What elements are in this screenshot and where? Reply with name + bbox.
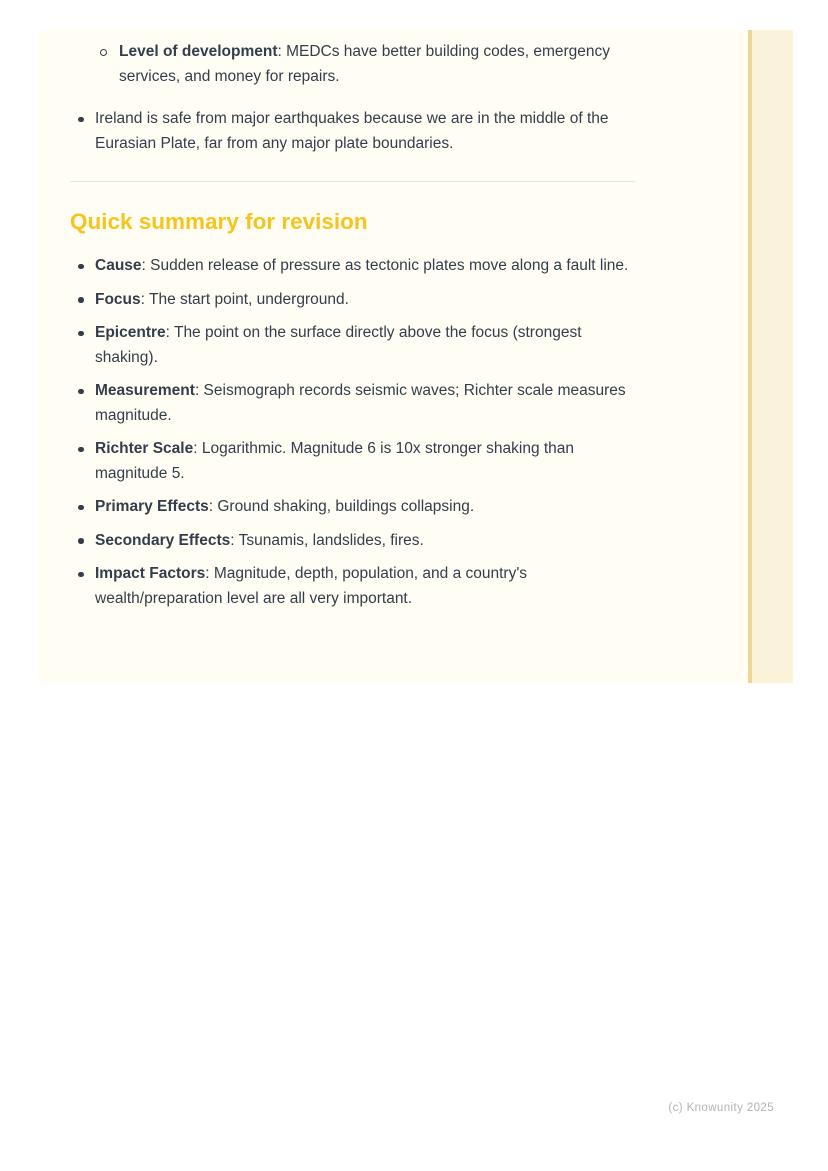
- term-description: : Seismograph records seismic waves; Richter scale measures magnitude.: [95, 382, 626, 424]
- bold-term: Primary Effects: [95, 498, 209, 515]
- list-item: [70, 379, 648, 428]
- list-item-text: [95, 379, 648, 428]
- bullet-icon: [78, 538, 84, 544]
- list-item-text: [95, 562, 648, 611]
- bullet-icon: [78, 389, 84, 395]
- term-description: : Ground shaking, buildings collapsing.: [208, 498, 475, 515]
- list-item: [70, 321, 648, 370]
- list-item: [70, 254, 648, 279]
- term-description: : The point on the surface directly above the focus (strongest shaking).: [95, 324, 582, 366]
- bullet-icon: [78, 297, 84, 303]
- notes-content: [70, 40, 648, 620]
- bold-term: Impact Factors: [95, 565, 206, 582]
- bold-term: Secondary Effects: [95, 531, 231, 549]
- term-description: : Tsunamis, landslides, fires.: [230, 531, 424, 549]
- bold-term: Richter Scale: [95, 440, 194, 457]
- section-heading: Quick summary for revision: [70, 209, 368, 234]
- term-description: : The start point, underground.: [140, 290, 349, 308]
- notes-card: [38, 30, 793, 683]
- page-edge-strip: [748, 30, 793, 683]
- list-item: [70, 529, 648, 554]
- list-item-text: [95, 529, 648, 554]
- list-item-text: [95, 437, 648, 486]
- bullet-icon: [78, 117, 84, 123]
- circle-bullet-icon: [100, 49, 107, 56]
- bold-term: Measurement: [95, 382, 195, 399]
- term-description: : Sudden release of pressure as tectonic plates move along a fault line.: [141, 257, 629, 274]
- bold-term: Cause: [95, 257, 142, 274]
- list-item-text: [95, 495, 648, 520]
- bullet-icon: [78, 264, 84, 270]
- bullet-text: Ireland is safe from major earthquakes because we are in the middle of the Eurasian Plate, far from any major plate boundaries.: [95, 110, 609, 152]
- list-item: [70, 495, 648, 520]
- bullet-icon: [78, 572, 84, 578]
- term-description: : MEDCs have better building codes, emergency services, and money for repairs.: [119, 43, 611, 85]
- summary-list: [70, 254, 648, 611]
- sub-bullet-item: [70, 40, 648, 89]
- term-description: : Magnitude, depth, population, and a country's wealth/preparation level are all very important.: [95, 565, 528, 607]
- copyright-notice: (c) Knowunity 2025: [668, 1102, 774, 1114]
- bullet-icon: [78, 447, 84, 453]
- section-divider: [70, 181, 635, 182]
- list-item: [70, 437, 648, 486]
- list-item-text: [95, 321, 648, 370]
- bold-term: Level of development: [119, 43, 278, 60]
- bullet-icon: [78, 505, 84, 511]
- sub-bullet-text: [119, 40, 648, 89]
- bullet-item-ireland: [70, 107, 648, 156]
- term-description: : Logarithmic. Magnitude 6 is 10x stronger shaking than magnitude 5.: [95, 440, 575, 482]
- list-item: [70, 288, 648, 313]
- bold-term: Epicentre: [95, 324, 166, 341]
- list-item-text: [95, 288, 648, 313]
- list-item-text: [95, 254, 648, 279]
- list-item: [70, 562, 648, 611]
- bullet-icon: [78, 331, 84, 337]
- bold-term: Focus: [95, 290, 141, 308]
